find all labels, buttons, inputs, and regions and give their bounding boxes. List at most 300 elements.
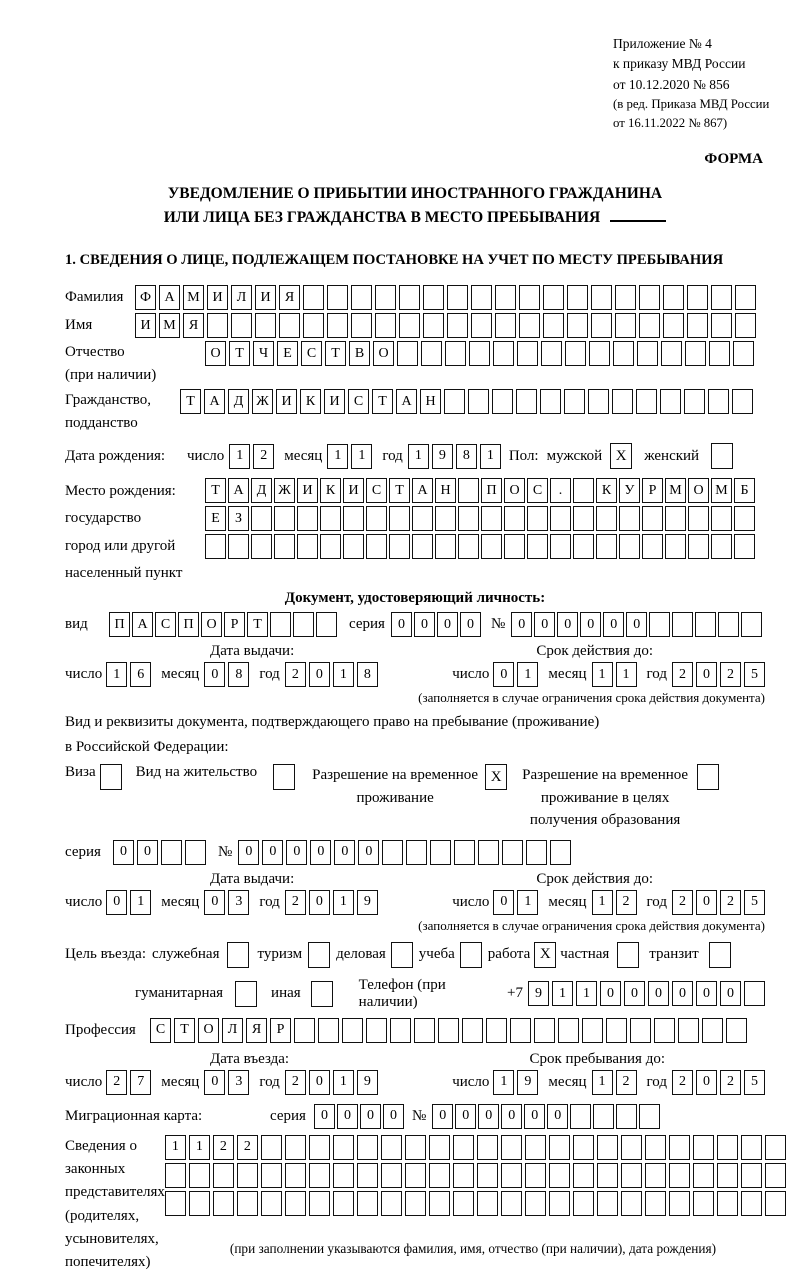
char-box[interactable] <box>741 612 762 637</box>
char-box[interactable] <box>606 1018 627 1043</box>
char-box[interactable]: И <box>297 478 318 503</box>
char-box[interactable] <box>510 1018 531 1043</box>
char-box[interactable] <box>261 1191 282 1216</box>
char-box[interactable] <box>573 534 594 559</box>
char-box[interactable]: Ф <box>135 285 156 310</box>
char-box[interactable]: 0 <box>337 1104 358 1129</box>
char-box[interactable] <box>381 1191 402 1216</box>
char-box[interactable] <box>734 534 755 559</box>
char-box[interactable] <box>274 506 295 531</box>
char-box[interactable]: А <box>228 478 249 503</box>
char-box[interactable] <box>661 341 682 366</box>
char-box[interactable] <box>517 341 538 366</box>
char-box[interactable] <box>687 285 708 310</box>
char-box[interactable] <box>567 285 588 310</box>
char-box[interactable] <box>185 840 206 865</box>
char-box[interactable] <box>639 313 660 338</box>
char-box[interactable]: 9 <box>517 1070 538 1095</box>
char-box[interactable] <box>693 1135 714 1160</box>
char-box[interactable]: 2 <box>285 662 306 687</box>
char-box[interactable] <box>582 1018 603 1043</box>
char-box[interactable] <box>688 506 709 531</box>
char-box[interactable]: 1 <box>351 444 372 469</box>
char-box[interactable] <box>709 341 730 366</box>
char-box[interactable] <box>294 1018 315 1043</box>
char-box[interactable] <box>695 612 716 637</box>
char-box[interactable] <box>228 534 249 559</box>
char-box[interactable] <box>285 1135 306 1160</box>
char-box[interactable] <box>161 840 182 865</box>
char-box[interactable] <box>405 1163 426 1188</box>
char-box[interactable]: 0 <box>262 840 283 865</box>
char-box[interactable]: 1 <box>130 890 151 915</box>
char-box[interactable] <box>642 534 663 559</box>
char-box[interactable] <box>711 285 732 310</box>
char-box[interactable]: 5 <box>744 662 765 687</box>
char-box[interactable]: С <box>527 478 548 503</box>
char-box[interactable] <box>397 341 418 366</box>
char-box[interactable] <box>735 285 756 310</box>
char-box[interactable]: С <box>301 341 322 366</box>
char-box[interactable] <box>165 1191 186 1216</box>
char-box[interactable] <box>231 313 252 338</box>
char-box[interactable] <box>297 506 318 531</box>
char-box[interactable] <box>375 313 396 338</box>
char-box[interactable] <box>669 1191 690 1216</box>
char-box[interactable] <box>303 313 324 338</box>
char-box[interactable]: Т <box>372 389 393 414</box>
char-box[interactable]: Д <box>228 389 249 414</box>
char-box[interactable]: Д <box>251 478 272 503</box>
char-box[interactable] <box>399 285 420 310</box>
char-box[interactable]: 1 <box>517 662 538 687</box>
char-box[interactable]: 9 <box>357 1070 378 1095</box>
char-box[interactable] <box>469 341 490 366</box>
char-box[interactable]: 1 <box>592 662 613 687</box>
char-box[interactable] <box>447 285 468 310</box>
char-box[interactable] <box>573 478 594 503</box>
char-box[interactable] <box>458 478 479 503</box>
char-box[interactable]: О <box>373 341 394 366</box>
char-box[interactable] <box>255 313 276 338</box>
char-box[interactable] <box>615 313 636 338</box>
char-box[interactable]: 0 <box>309 662 330 687</box>
char-box[interactable] <box>504 506 525 531</box>
char-box[interactable] <box>549 1191 570 1216</box>
char-box[interactable] <box>615 285 636 310</box>
char-box[interactable]: Т <box>229 341 250 366</box>
char-box[interactable] <box>213 1163 234 1188</box>
char-box[interactable]: 2 <box>616 1070 637 1095</box>
visa-checkbox[interactable] <box>100 764 122 790</box>
char-box[interactable]: 1 <box>333 1070 354 1095</box>
char-box[interactable]: Е <box>277 341 298 366</box>
char-box[interactable] <box>621 1191 642 1216</box>
char-box[interactable] <box>540 389 561 414</box>
char-box[interactable] <box>251 506 272 531</box>
char-box[interactable] <box>381 1135 402 1160</box>
char-box[interactable]: И <box>343 478 364 503</box>
char-box[interactable]: С <box>348 389 369 414</box>
char-box[interactable] <box>478 840 499 865</box>
char-box[interactable] <box>527 534 548 559</box>
sex-female-checkbox[interactable] <box>711 443 733 469</box>
char-box[interactable] <box>251 534 272 559</box>
char-box[interactable]: К <box>300 389 321 414</box>
char-box[interactable]: П <box>481 478 502 503</box>
char-box[interactable] <box>765 1163 786 1188</box>
char-box[interactable]: 0 <box>493 890 514 915</box>
char-box[interactable] <box>504 534 525 559</box>
char-box[interactable] <box>481 506 502 531</box>
char-box[interactable]: С <box>366 478 387 503</box>
char-box[interactable]: 1 <box>480 444 501 469</box>
char-box[interactable]: 0 <box>334 840 355 865</box>
char-box[interactable] <box>342 1018 363 1043</box>
char-box[interactable]: 0 <box>511 612 532 637</box>
char-box[interactable] <box>558 1018 579 1043</box>
char-box[interactable] <box>430 840 451 865</box>
char-box[interactable]: 0 <box>432 1104 453 1129</box>
char-box[interactable]: 8 <box>456 444 477 469</box>
char-box[interactable]: 1 <box>616 662 637 687</box>
char-box[interactable]: 0 <box>672 981 693 1006</box>
char-box[interactable]: Я <box>279 285 300 310</box>
char-box[interactable]: 2 <box>285 890 306 915</box>
char-box[interactable] <box>189 1163 210 1188</box>
char-box[interactable] <box>645 1163 666 1188</box>
char-box[interactable]: 8 <box>357 662 378 687</box>
char-box[interactable] <box>708 389 729 414</box>
char-box[interactable] <box>543 285 564 310</box>
char-box[interactable]: К <box>596 478 617 503</box>
char-box[interactable]: Т <box>180 389 201 414</box>
char-box[interactable]: О <box>688 478 709 503</box>
char-box[interactable]: 8 <box>228 662 249 687</box>
char-box[interactable] <box>454 840 475 865</box>
char-box[interactable]: 1 <box>165 1135 186 1160</box>
char-box[interactable]: 3 <box>228 890 249 915</box>
char-box[interactable] <box>458 534 479 559</box>
char-box[interactable]: . <box>550 478 571 503</box>
char-box[interactable]: 0 <box>137 840 158 865</box>
char-box[interactable] <box>717 1135 738 1160</box>
char-box[interactable] <box>343 534 364 559</box>
char-box[interactable] <box>665 534 686 559</box>
char-box[interactable] <box>453 1135 474 1160</box>
char-box[interactable] <box>733 341 754 366</box>
char-box[interactable]: 0 <box>309 890 330 915</box>
char-box[interactable] <box>678 1018 699 1043</box>
char-box[interactable] <box>639 285 660 310</box>
char-box[interactable]: М <box>711 478 732 503</box>
purpose-ucheba-checkbox[interactable] <box>460 942 482 968</box>
char-box[interactable]: 9 <box>528 981 549 1006</box>
char-box[interactable] <box>726 1018 747 1043</box>
char-box[interactable] <box>316 612 337 637</box>
purpose-inaya-checkbox[interactable] <box>311 981 333 1007</box>
char-box[interactable] <box>637 341 658 366</box>
char-box[interactable]: 0 <box>286 840 307 865</box>
char-box[interactable]: 0 <box>626 612 647 637</box>
char-box[interactable] <box>390 1018 411 1043</box>
char-box[interactable] <box>717 1191 738 1216</box>
char-box[interactable] <box>619 534 640 559</box>
char-box[interactable] <box>270 612 291 637</box>
char-box[interactable] <box>412 506 433 531</box>
purpose-gumanitarnaya-checkbox[interactable] <box>235 981 257 1007</box>
char-box[interactable] <box>570 1104 591 1129</box>
residence-permit-checkbox[interactable] <box>273 764 295 790</box>
char-box[interactable]: Ч <box>253 341 274 366</box>
char-box[interactable]: 0 <box>310 840 331 865</box>
char-box[interactable]: 1 <box>517 890 538 915</box>
char-box[interactable]: Т <box>325 341 346 366</box>
char-box[interactable] <box>309 1135 330 1160</box>
char-box[interactable]: О <box>205 341 226 366</box>
char-box[interactable] <box>453 1191 474 1216</box>
char-box[interactable]: 9 <box>357 890 378 915</box>
char-box[interactable] <box>596 506 617 531</box>
char-box[interactable]: И <box>276 389 297 414</box>
char-box[interactable]: 0 <box>358 840 379 865</box>
char-box[interactable]: Р <box>642 478 663 503</box>
char-box[interactable] <box>573 1191 594 1216</box>
char-box[interactable] <box>189 1191 210 1216</box>
char-box[interactable]: 0 <box>696 662 717 687</box>
char-box[interactable]: 0 <box>600 981 621 1006</box>
char-box[interactable]: 0 <box>696 1070 717 1095</box>
char-box[interactable]: 0 <box>524 1104 545 1129</box>
char-box[interactable] <box>389 506 410 531</box>
char-box[interactable] <box>549 1163 570 1188</box>
char-box[interactable] <box>621 1135 642 1160</box>
char-box[interactable]: 1 <box>327 444 348 469</box>
purpose-sluzhebnaya-checkbox[interactable] <box>227 942 249 968</box>
sex-male-checkbox[interactable]: X <box>610 443 632 469</box>
char-box[interactable] <box>765 1135 786 1160</box>
char-box[interactable] <box>519 313 540 338</box>
char-box[interactable]: 9 <box>432 444 453 469</box>
char-box[interactable]: М <box>665 478 686 503</box>
char-box[interactable] <box>526 840 547 865</box>
char-box[interactable]: 0 <box>204 890 225 915</box>
char-box[interactable]: А <box>132 612 153 637</box>
char-box[interactable]: А <box>159 285 180 310</box>
char-box[interactable] <box>285 1163 306 1188</box>
char-box[interactable]: У <box>619 478 640 503</box>
char-box[interactable]: 1 <box>552 981 573 1006</box>
char-box[interactable]: 0 <box>437 612 458 637</box>
char-box[interactable] <box>405 1191 426 1216</box>
char-box[interactable]: 1 <box>493 1070 514 1095</box>
char-box[interactable]: А <box>412 478 433 503</box>
char-box[interactable] <box>375 285 396 310</box>
char-box[interactable]: 2 <box>672 890 693 915</box>
char-box[interactable]: М <box>183 285 204 310</box>
char-box[interactable]: И <box>255 285 276 310</box>
char-box[interactable]: 2 <box>672 1070 693 1095</box>
char-box[interactable] <box>543 313 564 338</box>
purpose-rabota-checkbox[interactable]: X <box>534 942 556 968</box>
char-box[interactable]: 0 <box>360 1104 381 1129</box>
char-box[interactable] <box>327 285 348 310</box>
char-box[interactable] <box>672 612 693 637</box>
char-box[interactable] <box>399 313 420 338</box>
char-box[interactable] <box>718 612 739 637</box>
char-box[interactable] <box>541 341 562 366</box>
char-box[interactable] <box>550 534 571 559</box>
char-box[interactable] <box>366 534 387 559</box>
char-box[interactable]: 2 <box>285 1070 306 1095</box>
char-box[interactable] <box>621 1163 642 1188</box>
char-box[interactable] <box>477 1191 498 1216</box>
char-box[interactable] <box>343 506 364 531</box>
char-box[interactable] <box>589 341 610 366</box>
char-box[interactable] <box>468 389 489 414</box>
char-box[interactable] <box>351 313 372 338</box>
char-box[interactable] <box>382 840 403 865</box>
char-box[interactable] <box>645 1135 666 1160</box>
char-box[interactable] <box>525 1135 546 1160</box>
char-box[interactable] <box>406 840 427 865</box>
char-box[interactable] <box>735 313 756 338</box>
char-box[interactable]: 1 <box>592 1070 613 1095</box>
char-box[interactable] <box>429 1191 450 1216</box>
purpose-chastnaya-checkbox[interactable] <box>617 942 639 968</box>
char-box[interactable] <box>366 506 387 531</box>
char-box[interactable] <box>734 506 755 531</box>
char-box[interactable] <box>744 981 765 1006</box>
char-box[interactable] <box>573 1163 594 1188</box>
char-box[interactable] <box>612 389 633 414</box>
char-box[interactable] <box>616 1104 637 1129</box>
char-box[interactable] <box>366 1018 387 1043</box>
purpose-tranzit-checkbox[interactable] <box>709 942 731 968</box>
char-box[interactable]: 2 <box>237 1135 258 1160</box>
char-box[interactable] <box>414 1018 435 1043</box>
char-box[interactable]: 5 <box>744 890 765 915</box>
char-box[interactable]: 2 <box>106 1070 127 1095</box>
char-box[interactable] <box>429 1163 450 1188</box>
char-box[interactable] <box>445 341 466 366</box>
char-box[interactable] <box>435 534 456 559</box>
char-box[interactable] <box>237 1163 258 1188</box>
char-box[interactable] <box>318 1018 339 1043</box>
char-box[interactable] <box>333 1135 354 1160</box>
char-box[interactable]: 1 <box>408 444 429 469</box>
char-box[interactable] <box>405 1135 426 1160</box>
char-box[interactable]: 3 <box>228 1070 249 1095</box>
char-box[interactable] <box>477 1163 498 1188</box>
char-box[interactable] <box>297 534 318 559</box>
char-box[interactable] <box>573 1135 594 1160</box>
char-box[interactable] <box>687 313 708 338</box>
char-box[interactable]: 0 <box>547 1104 568 1129</box>
char-box[interactable]: 2 <box>720 890 741 915</box>
char-box[interactable] <box>567 313 588 338</box>
char-box[interactable]: 5 <box>744 1070 765 1095</box>
char-box[interactable] <box>453 1163 474 1188</box>
char-box[interactable]: И <box>207 285 228 310</box>
char-box[interactable] <box>597 1135 618 1160</box>
char-box[interactable] <box>293 612 314 637</box>
char-box[interactable]: 0 <box>557 612 578 637</box>
char-box[interactable] <box>381 1163 402 1188</box>
char-box[interactable]: Р <box>270 1018 291 1043</box>
char-box[interactable] <box>527 506 548 531</box>
char-box[interactable] <box>320 534 341 559</box>
char-box[interactable]: З <box>228 506 249 531</box>
char-box[interactable] <box>741 1135 762 1160</box>
char-box[interactable] <box>649 612 670 637</box>
char-box[interactable] <box>423 285 444 310</box>
char-box[interactable] <box>660 389 681 414</box>
char-box[interactable] <box>663 285 684 310</box>
char-box[interactable]: А <box>396 389 417 414</box>
char-box[interactable] <box>389 534 410 559</box>
char-box[interactable] <box>639 1104 660 1129</box>
char-box[interactable]: 0 <box>204 662 225 687</box>
purpose-delovaya-checkbox[interactable] <box>391 942 413 968</box>
char-box[interactable]: 0 <box>493 662 514 687</box>
temp-permit-checkbox[interactable]: X <box>485 764 507 790</box>
char-box[interactable] <box>429 1135 450 1160</box>
char-box[interactable] <box>462 1018 483 1043</box>
char-box[interactable]: Л <box>222 1018 243 1043</box>
char-box[interactable]: 2 <box>213 1135 234 1160</box>
char-box[interactable]: 0 <box>414 612 435 637</box>
char-box[interactable] <box>741 1191 762 1216</box>
char-box[interactable] <box>596 534 617 559</box>
char-box[interactable] <box>573 506 594 531</box>
char-box[interactable]: Н <box>435 478 456 503</box>
char-box[interactable] <box>711 506 732 531</box>
char-box[interactable]: 2 <box>616 890 637 915</box>
char-box[interactable]: 0 <box>603 612 624 637</box>
char-box[interactable] <box>534 1018 555 1043</box>
char-box[interactable]: Я <box>246 1018 267 1043</box>
char-box[interactable] <box>438 1018 459 1043</box>
char-box[interactable] <box>435 506 456 531</box>
char-box[interactable] <box>669 1163 690 1188</box>
char-box[interactable] <box>205 534 226 559</box>
char-box[interactable] <box>593 1104 614 1129</box>
char-box[interactable] <box>412 534 433 559</box>
char-box[interactable]: Я <box>183 313 204 338</box>
char-box[interactable]: 0 <box>314 1104 335 1129</box>
char-box[interactable] <box>645 1191 666 1216</box>
char-box[interactable]: 0 <box>696 981 717 1006</box>
char-box[interactable] <box>564 389 585 414</box>
char-box[interactable]: Н <box>420 389 441 414</box>
char-box[interactable] <box>421 341 442 366</box>
char-box[interactable]: Ж <box>274 478 295 503</box>
char-box[interactable]: Ж <box>252 389 273 414</box>
char-box[interactable] <box>597 1191 618 1216</box>
char-box[interactable]: 6 <box>130 662 151 687</box>
char-box[interactable] <box>501 1163 522 1188</box>
char-box[interactable] <box>237 1191 258 1216</box>
char-box[interactable] <box>597 1163 618 1188</box>
char-box[interactable] <box>309 1163 330 1188</box>
char-box[interactable] <box>519 285 540 310</box>
char-box[interactable] <box>693 1163 714 1188</box>
char-box[interactable]: 0 <box>534 612 555 637</box>
char-box[interactable]: 1 <box>106 662 127 687</box>
char-box[interactable]: 0 <box>383 1104 404 1129</box>
char-box[interactable] <box>693 1191 714 1216</box>
